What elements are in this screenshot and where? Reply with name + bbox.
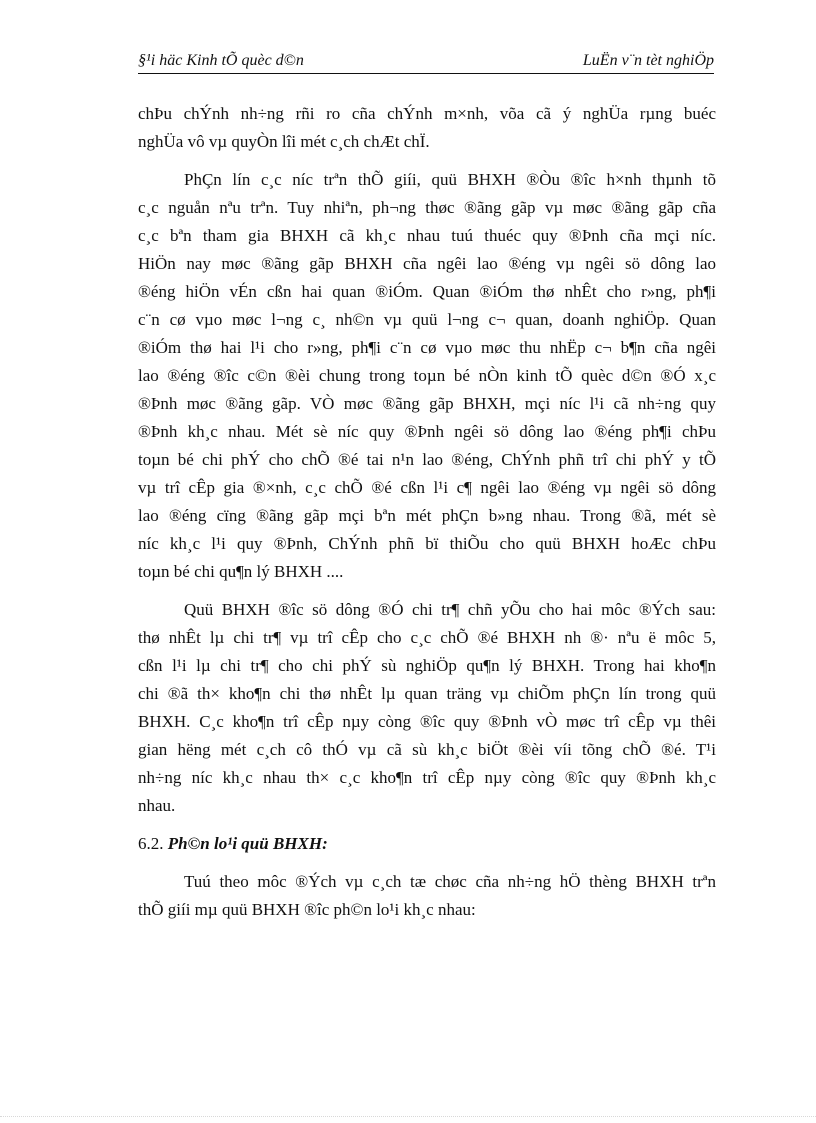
header-university: §¹i häc Kinh tÕ quèc d©n bbox=[138, 52, 304, 69]
text-line: c¸c bªn tham gia BHXH cã kh¸c nhau tuú thuéc quy ®Þnh cña mçi níc. bbox=[138, 226, 716, 245]
text-line: nh÷ng níc kh¸c nhau th× c¸c kho¶n trî cÊp nµy còng ®îc quy ®Þnh kh¸c bbox=[138, 768, 716, 787]
text-line: toµn bé chi phÝ cho chÕ ®é tai n¹n lao ®éng, ChÝnh phñ trî chi phÝ y tÕ bbox=[138, 450, 716, 469]
text-line: nhau. bbox=[138, 796, 176, 815]
text-line: thÕ giíi mµ quü BHXH ®îc ph©n lo¹i kh¸c nhau: bbox=[138, 900, 476, 919]
text-line: PhÇn lín c¸c níc trªn thÕ giíi, quü BHXH ®Òu ®îc h×nh thµnh tõ bbox=[184, 170, 716, 189]
section-heading bbox=[138, 830, 716, 858]
text-line: chÞu chÝnh nh÷ng rñi ro cña chÝnh m×nh, võa cã ý nghÜa rµng buéc bbox=[138, 104, 716, 123]
text-line: toµn bé chi qu¶n lý BHXH .... bbox=[138, 562, 344, 581]
text-line: Quü BHXH ®îc sö dông ®Ó chi tr¶ chñ yÕu cho hai môc ®Ých sau: bbox=[184, 600, 716, 619]
text-line: ®éng hiÖn vÉn cßn hai quan ®iÓm. Quan ®iÓm thø nhÊt cho r»ng, ph¶i bbox=[138, 282, 716, 301]
section-title: Ph©n lo¹i quü BHXH: bbox=[167, 834, 328, 853]
text-line: lao ®éng cïng ®ãng gãp mçi bªn mét phÇn b»ng nhau. Trong ®ã, mét sè bbox=[138, 506, 716, 525]
page-header bbox=[138, 52, 714, 72]
text-line: cßn l¹i lµ chi tr¶ cho chi phÝ sù nghiÖp qu¶n lý BHXH. Trong hai kho¶n bbox=[138, 656, 716, 675]
paragraph-1 bbox=[138, 100, 716, 156]
text-line: thø nhÊt lµ chi tr¶ vµ trî cÊp cho c¸c chÕ ®é BHXH nh ®· nªu ë môc 5, bbox=[138, 628, 716, 647]
text-line: c¸c nguån nªu trªn. Tuy nhiªn, ph¬ng thøc ®ãng gãp vµ møc ®ãng gãp cña bbox=[138, 198, 716, 217]
paragraph-2 bbox=[138, 166, 716, 586]
section-number: 6.2. bbox=[138, 834, 164, 853]
text-line: ®Þnh kh¸c nhau. Mét sè níc quy ®Þnh ngêi sö dông lao ®éng ph¶i chÞu bbox=[138, 422, 716, 441]
text-line: lao ®éng ®îc c©n ®èi chung trong toµn bé nÒn kinh tÕ quèc d©n ®Ó x¸c bbox=[138, 366, 716, 385]
document-body bbox=[138, 100, 716, 924]
text-line: nghÜa vô vµ quyÒn lîi mét c¸ch chÆt chÏ. bbox=[138, 132, 430, 151]
text-line: ®Þnh møc ®ãng gãp. VÒ møc ®ãng gãp BHXH, mçi níc l¹i cã nh÷ng quy bbox=[138, 394, 716, 413]
header-divider bbox=[138, 73, 714, 74]
header-thesis-label: LuËn v¨n tèt nghiÖp bbox=[582, 52, 714, 69]
text-line: HiÖn nay møc ®ãng gãp BHXH cña ngêi lao ®éng vµ ngêi sö dông lao bbox=[138, 254, 716, 273]
text-line: chi ®ã th× kho¶n chi thø nhÊt lµ quan träng vµ chiÕm phÇn lín trong quü bbox=[138, 684, 716, 703]
paragraph-3 bbox=[138, 596, 716, 820]
page-bottom-border bbox=[0, 1116, 816, 1117]
text-line: Tuú theo môc ®Ých vµ c¸ch tæ chøc cña nh÷ng hÖ thèng BHXH trªn bbox=[184, 872, 716, 891]
text-line: vµ trî cÊp gia ®×nh, c¸c chÕ ®é cßn l¹i c¶ ngêi lao ®éng vµ ngêi sö dông bbox=[138, 478, 716, 497]
text-line: ®iÓm thø hai l¹i cho r»ng, ph¶i c¨n cø vµo møc thu nhËp c¬ b¶n cña ngêi bbox=[138, 338, 716, 357]
text-line: níc kh¸c l¹i quy ®Þnh, ChÝnh phñ bï thiÕu cho quü BHXH hoÆc chÞu bbox=[138, 534, 716, 553]
text-line: c¨n cø vµo møc l¬ng c¸ nh©n vµ quü l¬ng c¬ quan, doanh nghiÖp. Quan bbox=[138, 310, 716, 329]
text-line: BHXH. C¸c kho¶n trî cÊp nµy còng ®îc quy ®Þnh vÒ møc trî cÊp vµ thêi bbox=[138, 712, 716, 731]
paragraph-4 bbox=[138, 868, 716, 924]
text-line: gian hëng mét c¸ch cô thÓ vµ cã sù kh¸c biÖt ®èi víi tõng chÕ ®é. T¹i bbox=[138, 740, 716, 759]
